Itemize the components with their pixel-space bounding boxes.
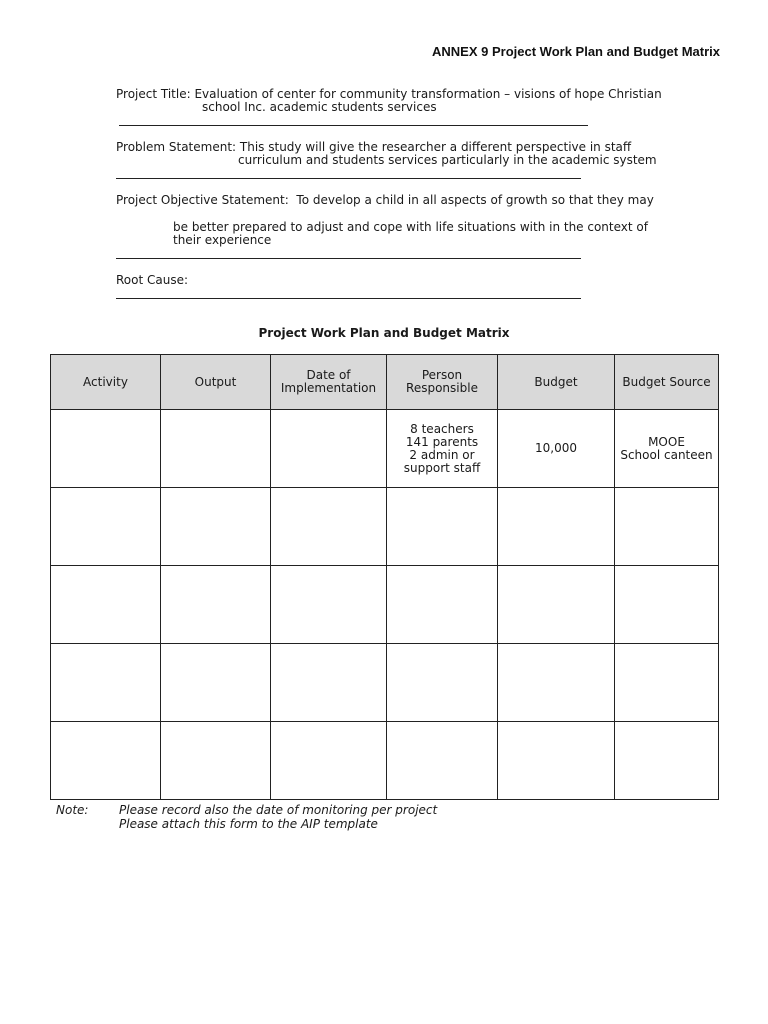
- table-row: [51, 722, 719, 800]
- problem-statement-label: Problem Statement:: [116, 140, 237, 154]
- cell-output[interactable]: [161, 644, 271, 722]
- cell-person-responsible[interactable]: [387, 722, 498, 800]
- cell-budget[interactable]: [498, 644, 615, 722]
- matrix-title: Project Work Plan and Budget Matrix: [258, 326, 510, 340]
- cell-person-responsible[interactable]: [387, 488, 498, 566]
- header-activity: Activity: [51, 355, 161, 410]
- root-cause-label: Root Cause:: [116, 273, 189, 287]
- note-label: Note:: [56, 803, 89, 817]
- root-cause-rule: [116, 298, 581, 299]
- work-plan-budget-table: [50, 354, 719, 800]
- objective-statement-line2: be better prepared to adjust and cope with life situations with in the context of: [173, 220, 648, 234]
- table-row: [51, 410, 719, 488]
- cell-activity[interactable]: [51, 644, 161, 722]
- header-budget-source: Budget Source: [615, 355, 719, 410]
- cell-budget-source[interactable]: [615, 566, 719, 644]
- objective-statement-rule: [116, 258, 581, 259]
- objective-statement-field: [116, 194, 654, 207]
- cell-output[interactable]: [161, 410, 271, 488]
- cell-date[interactable]: [271, 488, 387, 566]
- objective-statement-label: Project Objective Statement:: [116, 193, 289, 207]
- objective-statement-continuation: [173, 221, 648, 247]
- root-cause-field: [116, 274, 188, 287]
- problem-statement-rule: [116, 178, 581, 179]
- project-title-field: [116, 88, 662, 114]
- cell-budget[interactable]: 10,000: [498, 410, 615, 488]
- header-date-line1: Date of: [306, 368, 351, 382]
- annex-title: ANNEX 9 Project Work Plan and Budget Matrix: [432, 44, 720, 59]
- cell-activity[interactable]: [51, 410, 161, 488]
- table-header-row: [51, 355, 719, 410]
- cell-person-responsible[interactable]: [387, 566, 498, 644]
- cell-date[interactable]: [271, 644, 387, 722]
- source-line: School canteen: [620, 447, 713, 462]
- project-title-rule: [119, 125, 588, 126]
- cell-budget[interactable]: [498, 488, 615, 566]
- cell-output[interactable]: [161, 566, 271, 644]
- header-person-responsible: [387, 355, 498, 410]
- header-date-line2: Implementation: [280, 381, 377, 395]
- problem-statement-line2: curriculum and students services particularly in the academic system: [238, 153, 657, 167]
- table-row: [51, 488, 719, 566]
- objective-statement-line3: their experience: [173, 233, 272, 247]
- cell-budget-source[interactable]: [615, 644, 719, 722]
- project-title-label: Project Title:: [116, 87, 191, 101]
- cell-budget-source[interactable]: [615, 488, 719, 566]
- cell-output[interactable]: [161, 488, 271, 566]
- person-line: 141 parents: [405, 434, 479, 449]
- source-line: MOOE: [648, 434, 685, 449]
- cell-output[interactable]: [161, 722, 271, 800]
- project-title-line2: school Inc. academic students services: [202, 100, 437, 114]
- cell-date[interactable]: [271, 722, 387, 800]
- table-row: [51, 644, 719, 722]
- objective-statement-line1: To develop a child in all aspects of growth so that they may: [296, 193, 654, 207]
- header-output: Output: [161, 355, 271, 410]
- cell-activity[interactable]: [51, 566, 161, 644]
- cell-budget[interactable]: [498, 566, 615, 644]
- cell-activity[interactable]: [51, 722, 161, 800]
- note-line1: Please record also the date of monitoring per project: [119, 803, 438, 817]
- cell-person-responsible[interactable]: [387, 410, 498, 488]
- cell-budget-source[interactable]: [615, 722, 719, 800]
- cell-date[interactable]: [271, 566, 387, 644]
- problem-statement-field: [116, 141, 657, 167]
- person-line: 8 teachers: [410, 421, 474, 436]
- cell-budget-source[interactable]: [615, 410, 719, 488]
- note-line2: Please attach this form to the AIP template: [119, 817, 378, 831]
- header-budget: Budget: [498, 355, 615, 410]
- person-line: support staff: [403, 460, 481, 475]
- cell-activity[interactable]: [51, 488, 161, 566]
- header-date-of-implementation: [271, 355, 387, 410]
- cell-budget[interactable]: [498, 722, 615, 800]
- cell-person-responsible[interactable]: [387, 644, 498, 722]
- cell-date[interactable]: [271, 410, 387, 488]
- header-person-line1: Person: [421, 368, 463, 382]
- table-row: [51, 566, 719, 644]
- person-line: 2 admin or: [409, 447, 475, 462]
- project-title-line1: Evaluation of center for community transformation – visions of hope Christian: [194, 87, 662, 101]
- header-person-line2: Responsible: [406, 381, 478, 395]
- problem-statement-line1: This study will give the researcher a different perspective in staff: [239, 140, 632, 154]
